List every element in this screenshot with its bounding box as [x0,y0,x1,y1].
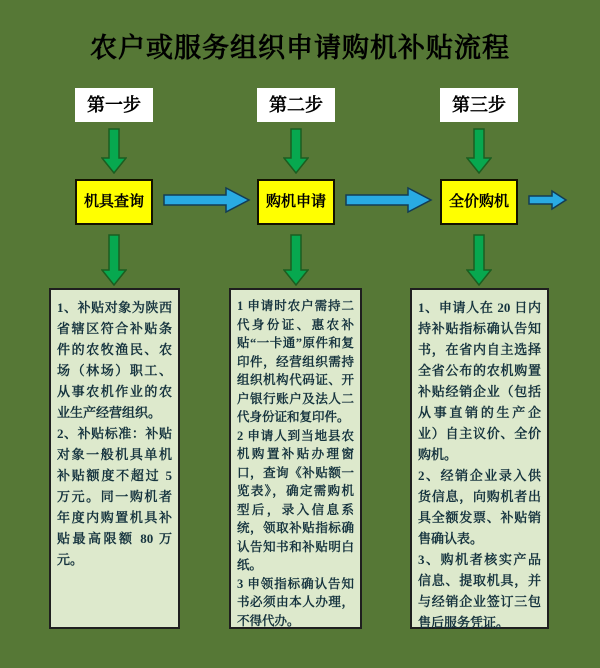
detail-panel-step3 [410,288,549,629]
down-arrow-icon [466,128,492,174]
detail-paragraph: 2、经销企业录入供货信息，向购机者出具全额发票、补贴销售确认表。 [418,468,541,546]
action-box-machine-query: 机具查询 [75,179,153,225]
detail-paragraph: 1、申请人在 20 日内持补贴指标确认告知书，在省内自主选择全省公布的农机购置补贴经销企业（包括从事直销的生产企业）自主议价、全价购机。 [418,300,541,462]
detail-panel-step1 [49,288,180,629]
detail-paragraph: 1 申请时农户需持二代身份证、惠农补贴“一卡通”原件和复印件，经营组织需持组织机构代码证、开户银行账户及法人二代身份证和复印件。 [237,299,354,424]
right-arrow-exit-icon [528,189,568,211]
right-arrow-icon [163,186,251,214]
step-1-label: 第一步 [75,88,153,122]
down-arrow-icon [283,128,309,174]
detail-panel-step2 [229,288,362,629]
right-arrow-icon [345,186,433,214]
detail-paragraph: 2、补贴标准：补贴对象一般机具单机补贴额度不超过 5 万元。同一购机者年度内购置机具补贴最高限额 80 万元。 [57,426,172,567]
action-box-purchase-apply: 购机申请 [257,179,335,225]
detail-paragraph: 3 申领指标确认告知书必须由本人办理，不得代办。 [237,576,354,628]
down-arrow-icon [101,128,127,174]
step-3-label: 第三步 [440,88,518,122]
down-arrow-icon [283,234,309,286]
down-arrow-icon [466,234,492,286]
action-box-full-price-purchase: 全价购机 [440,179,518,225]
step-2-label: 第二步 [257,88,335,122]
down-arrow-icon [101,234,127,286]
detail-paragraph: 2 申请人到当地县农机购置补贴办理窗口，查询《补贴额一览表》，确定需购机型后，录入信息系统，领取补贴指标确认告知书和补贴明白纸。 [237,428,354,572]
page-title: 农户或服务组织申请购机补贴流程 [90,33,510,63]
detail-paragraph: 1、补贴对象为陕西省辖区符合补贴条件的农牧渔民、农场（林场）职工、从事农机作业的农业生产经营组织。 [57,300,172,420]
detail-paragraph: 3、购机者核实产品信息、提取机具，并与经销企业签订三包售后服务凭证。 [418,552,541,630]
